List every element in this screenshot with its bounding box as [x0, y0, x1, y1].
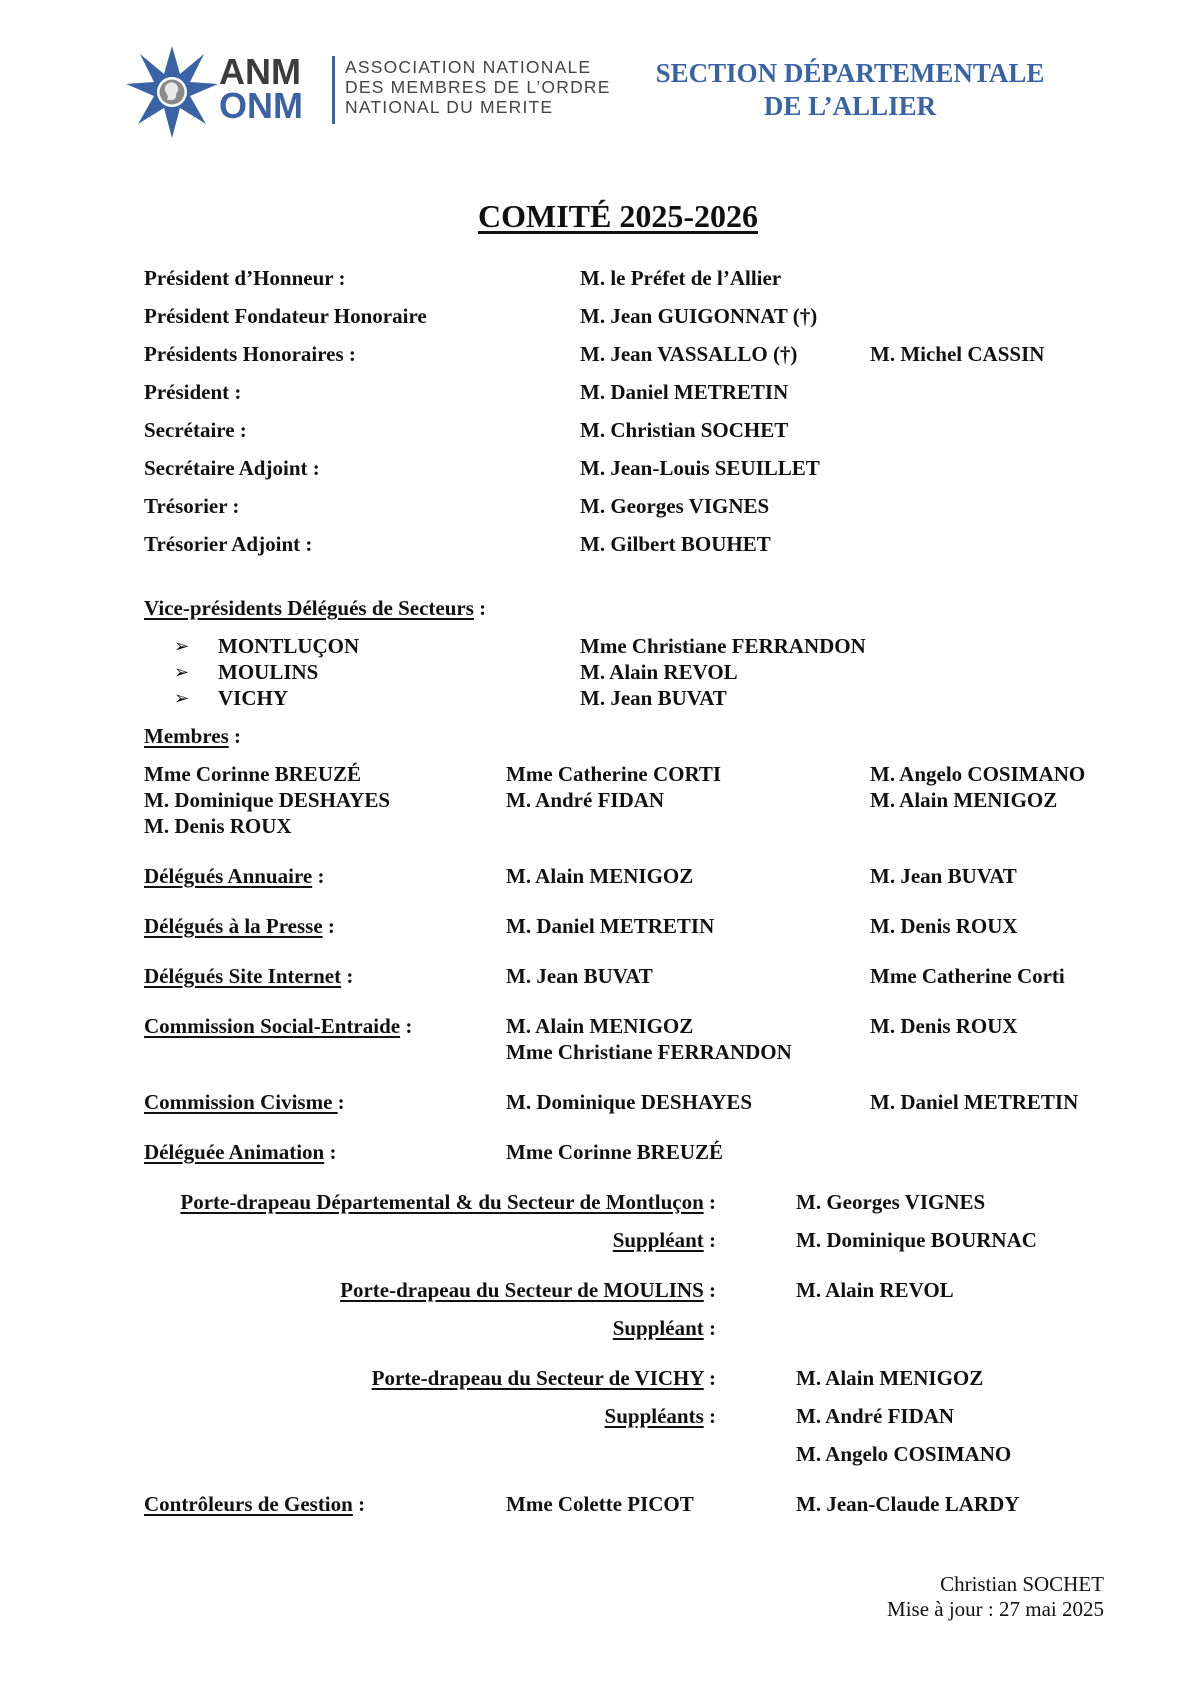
flag-bearer-name: M. Georges VIGNES — [796, 1190, 986, 1214]
section-heading-colon: : — [234, 724, 241, 748]
flag-bearer-name: M. Alain REVOL — [796, 1278, 954, 1302]
section-heading-label: Membres — [144, 724, 229, 748]
sector-delegate: M. Jean BUVAT — [580, 686, 727, 710]
flag-bearer-label-text: Suppléant — [612, 1228, 704, 1252]
officer-role: Président : — [144, 380, 242, 404]
delegate-label — [144, 964, 353, 989]
officer-name: M. Georges VIGNES — [580, 494, 770, 518]
delegate-label-text: Déléguée Animation — [144, 1140, 325, 1164]
member-name: Mme Catherine CORTI — [506, 762, 722, 786]
officer-name: M. le Préfet de l’Allier — [580, 266, 782, 290]
delegate-name: M. Jean BUVAT — [870, 864, 1017, 888]
section-title — [630, 57, 1070, 123]
logo-name-line: DES MEMBRES DE L’ORDRE — [345, 77, 611, 97]
delegate-name: Mme Corinne BREUZÉ — [506, 1140, 723, 1164]
flag-bearer-label-colon: : — [709, 1316, 716, 1340]
flag-bearer-label-text: Porte-drapeau du Secteur de MOULINS — [340, 1278, 704, 1302]
flag-bearer-label-text: Porte-drapeau Départemental & du Secteur de Montluçon — [180, 1190, 704, 1214]
member-name: M. Denis ROUX — [144, 814, 292, 838]
officer-role: Trésorier Adjoint : — [144, 532, 313, 556]
signature-block — [887, 1572, 1104, 1622]
delegate-name: M. Daniel METRETIN — [870, 1090, 1079, 1114]
officer-name: M. Jean GUIGONNAT (†) — [580, 304, 818, 328]
delegate-label-colon: : — [405, 1014, 413, 1038]
controller-name: M. Jean-Claude LARDY — [796, 1492, 1020, 1516]
arrow-bullet-icon: ➢ — [174, 662, 190, 682]
officer-name: M. Michel CASSIN — [870, 342, 1045, 366]
flag-bearer-label-colon: : — [709, 1404, 716, 1428]
controllers-label-text: Contrôleurs de Gestion — [144, 1492, 353, 1516]
officer-name: M. Gilbert BOUHET — [580, 532, 771, 556]
logo-divider — [332, 56, 335, 124]
delegate-label — [144, 1014, 412, 1039]
flag-bearer-label-colon: : — [709, 1190, 716, 1214]
officer-role: Trésorier : — [144, 494, 240, 518]
star-icon — [124, 44, 220, 140]
flag-bearer-label-text: Porte-drapeau du Secteur de VICHY — [371, 1366, 704, 1390]
sector-name: MOULINS — [218, 660, 319, 684]
delegate-label-colon: : — [317, 864, 325, 888]
flag-bearer-label-colon: : — [709, 1366, 716, 1390]
member-name: M. André FIDAN — [506, 788, 665, 812]
flag-bearer-name: M. André FIDAN — [796, 1404, 955, 1428]
arrow-bullet-icon: ➢ — [174, 688, 190, 708]
flag-bearer-label-text: Suppléants — [604, 1404, 704, 1428]
sector-delegate: M. Alain REVOL — [580, 660, 738, 684]
controller-name: Mme Colette PICOT — [506, 1492, 694, 1516]
delegate-label-text: Délégués à la Presse — [144, 914, 323, 938]
flag-bearer-name: M. Angelo COSIMANO — [796, 1442, 1012, 1466]
flag-bearer-label-colon: : — [709, 1228, 716, 1252]
delegate-name: M. Daniel METRETIN — [506, 914, 715, 938]
delegate-name: M. Denis ROUX — [870, 914, 1018, 938]
section-title-line: SECTION DÉPARTEMENTALE — [655, 58, 1045, 88]
flag-bearer-name: M. Alain MENIGOZ — [796, 1366, 984, 1390]
flag-bearer-label — [605, 1404, 716, 1429]
officer-name: M. Jean VASSALLO (†) — [580, 342, 798, 366]
page-title: COMITÉ 2025-2026 — [478, 198, 758, 234]
delegate-label — [144, 864, 324, 889]
flag-bearer-name: M. Dominique BOURNAC — [796, 1228, 1037, 1252]
delegate-name: Mme Catherine Corti — [870, 964, 1065, 988]
vice-presidents-heading — [144, 596, 486, 621]
logo-acronym-onm: ONM — [219, 85, 303, 126]
officer-role: Secrétaire : — [144, 418, 247, 442]
flag-bearer-label — [613, 1316, 716, 1341]
update-date: Mise à jour : 27 mai 2025 — [887, 1597, 1104, 1621]
delegate-label-colon: : — [337, 1090, 345, 1114]
signature-name: Christian SOCHET — [940, 1572, 1104, 1596]
logo — [124, 44, 611, 140]
delegate-label-text: Commission Social-Entraide — [144, 1014, 401, 1038]
delegate-label-text: Commission Civisme — [144, 1090, 338, 1114]
members-heading — [144, 724, 241, 749]
officer-role: Président d’Honneur : — [144, 266, 346, 290]
delegate-label-colon: : — [346, 964, 354, 988]
delegate-label-text: Délégués Site Internet — [144, 964, 342, 988]
officer-name: M. Christian SOCHET — [580, 418, 789, 442]
logo-name-line: ASSOCIATION NATIONALE — [345, 57, 592, 77]
delegate-name: M. Alain MENIGOZ — [506, 1014, 694, 1038]
officer-role: Présidents Honoraires : — [144, 342, 356, 366]
flag-bearer-label — [372, 1366, 716, 1391]
member-name: M. Alain MENIGOZ — [870, 788, 1058, 812]
delegate-label-colon: : — [327, 914, 335, 938]
controllers-label — [144, 1492, 365, 1517]
flag-bearer-label — [340, 1278, 716, 1303]
flag-bearer-label — [180, 1190, 716, 1215]
delegate-label — [144, 1140, 336, 1165]
sector-name: MONTLUÇON — [218, 634, 360, 658]
sector-delegate: Mme Christiane FERRANDON — [580, 634, 866, 658]
delegate-label-colon: : — [329, 1140, 337, 1164]
delegate-name: M. Denis ROUX — [870, 1014, 1018, 1038]
section-title-line: DE L’ALLIER — [763, 91, 937, 121]
logo-acronym-anm: ANM — [219, 51, 301, 92]
delegate-name: M. Dominique DESHAYES — [506, 1090, 753, 1114]
flag-bearer-label-colon: : — [709, 1278, 716, 1302]
delegate-name: Mme Christiane FERRANDON — [506, 1040, 792, 1064]
member-name: Mme Corinne BREUZÉ — [144, 762, 361, 786]
flag-bearer-label-text: Suppléant — [612, 1316, 704, 1340]
officer-name: M. Jean-Louis SEUILLET — [580, 456, 820, 480]
member-name: M. Dominique DESHAYES — [144, 788, 391, 812]
controllers-label-colon: : — [358, 1492, 366, 1516]
logo-name-line: NATIONAL DU MERITE — [345, 97, 554, 117]
section-heading-label: Vice-présidents Délégués de Secteurs — [144, 596, 474, 620]
sector-name: VICHY — [218, 686, 289, 710]
officer-role: Président Fondateur Honoraire — [144, 304, 427, 328]
delegate-label-text: Délégués Annuaire — [144, 864, 313, 888]
officer-role: Secrétaire Adjoint : — [144, 456, 320, 480]
arrow-bullet-icon: ➢ — [174, 636, 190, 656]
flag-bearer-label — [613, 1228, 716, 1253]
member-name: M. Angelo COSIMANO — [870, 762, 1086, 786]
delegate-label — [144, 1090, 345, 1115]
delegate-name: M. Alain MENIGOZ — [506, 864, 694, 888]
section-heading-colon: : — [479, 596, 487, 620]
officer-name: M. Daniel METRETIN — [580, 380, 789, 404]
delegate-name: M. Jean BUVAT — [506, 964, 653, 988]
delegate-label — [144, 914, 335, 939]
